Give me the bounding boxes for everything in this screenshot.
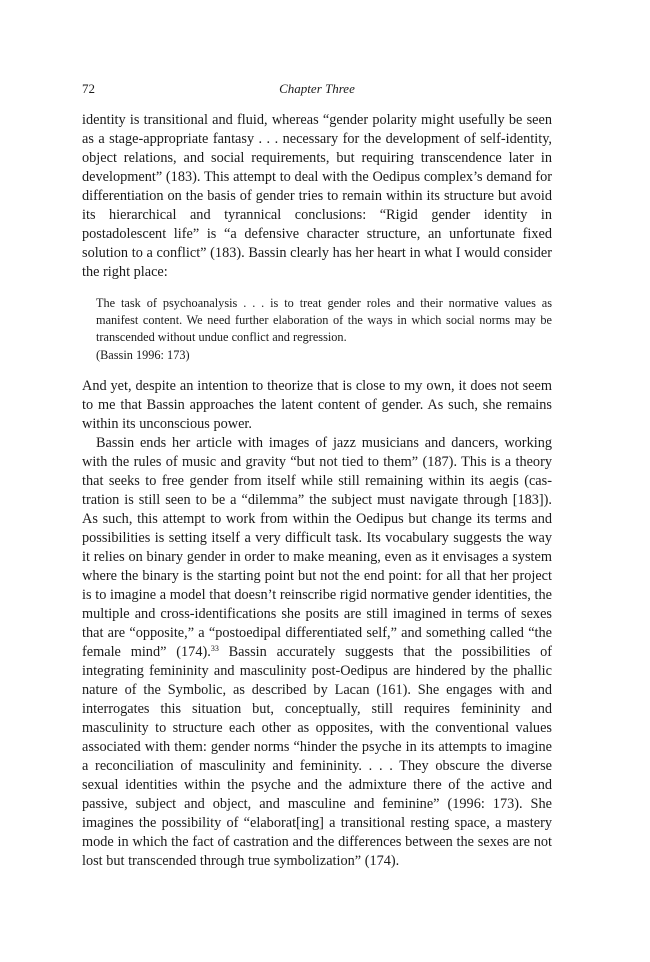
page-number: 72: [82, 81, 95, 96]
block-quote-text: [96, 295, 552, 364]
paragraph-3-part-1: Bassin ends her article with images of jazz musicians and dancers, working with the rules of music and gravity “but not tied to them” (187). This is a theory that seeks to free gender from itself while still remaining within its aegis (castration is still seen to be a “dilemma” the subject must navigate through [183]). As such, this attempt to work from within the Oedipus but change its terms and possibilities is setting itself a very difficult task. Its vocabulary suggests the way it relies on binary gender in order to make meaning, even as it envisages a system where the binary is the starting point but not the end point: for all that her project is to imagine a model that doesn’t reinscribe rigid normative gender identities, the multiple and cross-identifications she posits are still imagined in terms of sexes that are “opposite,” a “postoedipal differentiated self,” and something called “the female mind” (174).: [82, 434, 552, 660]
paragraph-3-part-2: Bassin accurately suggests that the possibilities of integrating femininity and masculinity post-Oedipus are hindered by the phallic nature of the Symbolic, as described by Lacan (161). She engages with and interrogates this situation but, conceptually, still requires femininity and masculinity to structure each other as opposites, with the conventional values associated with them: gender norms “hinder the psyche in its attempts to imagine a reconciliation of masculinity and femininity. . . . They obscure the diverse sexual identities within the psyche and the admixture there of the active and passive, subject and object, and masculine and feminine” (1996: 173). She imagines the possibility of “elaborat[ing] a transitional resting space, a mastery mode in which the fact of castration and the differences between the sexes are not lost but transcended through true symbolization” (174).: [82, 643, 552, 869]
paragraph-1: identity is transitional and fluid, whereas “gender polarity might usefully be seen as a stage-appropriate fantasy . . . necessary for the development of self-identity, object relations, and social requirements, but requiring transcendence later in development” (183). This attempt to deal with the Oedipus complex’s demand for differentiation on the basis of gender tries to remain within its structure but avoid its hierarchical and tyrannical conclusions: “Rigid gender identity in postadolescent life” is “a defensive character structure, an unfortunate fixed solution to a conflict” (183). Bassin clearly has her heart in what I would consider the right place:: [82, 112, 552, 280]
block-quote: [96, 295, 552, 364]
quote-text: The task of psychoanalysis . . . is to treat gender roles and their normative values as manifest content. We need further elaboration of the ways in which social norms may be transcended without undue conflict and regression.: [96, 296, 552, 345]
paragraph-2: And yet, despite an intention to theorize that is close to my own, it does not seem to me that Bassin approaches the latent content of gender. As such, she remains within its unconscious power.: [82, 377, 552, 432]
page-header: [82, 80, 552, 98]
body-text: [82, 111, 552, 871]
paragraph-3: [82, 434, 552, 871]
footnote-reference[interactable]: 33: [210, 643, 219, 653]
running-head: Chapter Three: [279, 81, 355, 96]
quote-source: (Bassin 1996: 173): [96, 347, 190, 362]
